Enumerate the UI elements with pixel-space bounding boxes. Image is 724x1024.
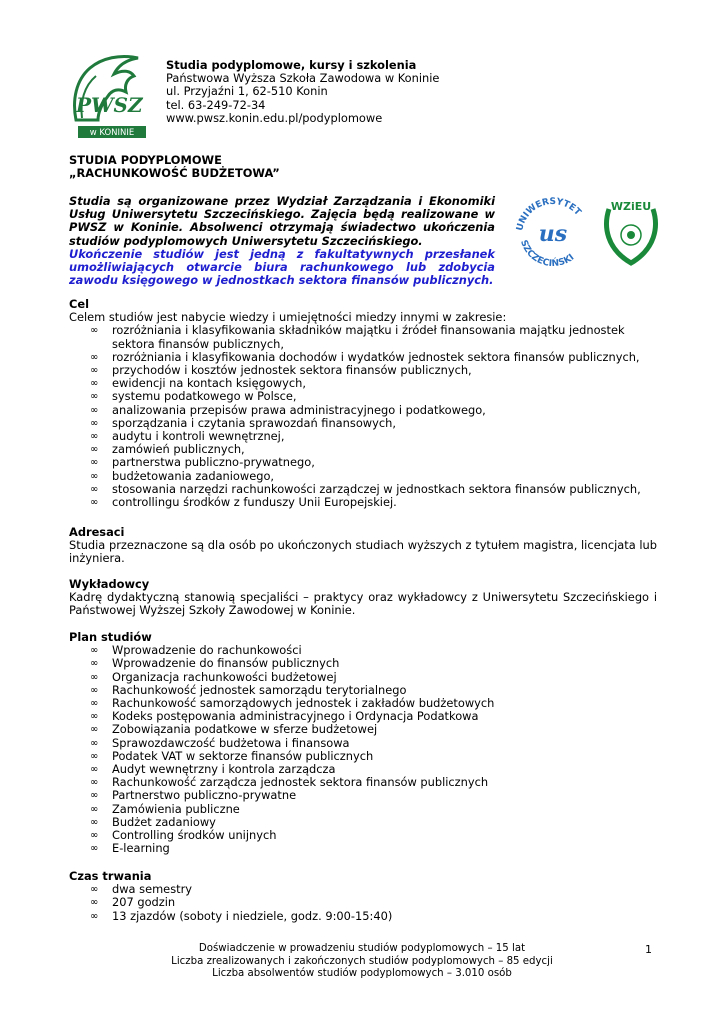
list-item: ∞ Rachunkowość zarządcza jednostek sektora finansów publicznych <box>112 776 657 789</box>
header-title: Studia podyplomowe, kursy i szkolenia <box>166 58 417 72</box>
list-item: ∞ E-learning <box>112 842 657 855</box>
us-text-top: UNIWERSYTET <box>515 197 583 232</box>
document-title <box>69 154 469 180</box>
list-item: ∞ Wprowadzenie do finansów publicznych <box>112 657 657 670</box>
section-czas <box>69 870 657 923</box>
list-item: ∞ stosowania narzędzi rachunkowości zarządczej w jednostkach sektora finansów publicznych, <box>112 483 657 496</box>
list-item: ∞ Audyt wewnętrzny i kontrola zarządcza <box>112 763 657 776</box>
list-item: ∞ budżetowania zadaniowego, <box>112 470 657 483</box>
header-contact <box>166 59 526 125</box>
czas-heading: Czas trwania <box>69 869 152 883</box>
pwsz-logo <box>68 50 152 138</box>
header-phone: tel. 63-249-72-34 <box>166 97 266 112</box>
list-item: ∞ Organizacja rachunkowości budżetowej <box>112 671 657 684</box>
header-address: ul. Przyjaźni 1, 62-510 Konin <box>166 84 328 99</box>
horse-icon <box>68 50 152 138</box>
section-plan <box>69 631 657 855</box>
list-item: ∞ Wprowadzenie do rachunkowości <box>112 644 657 657</box>
list-item: ∞ 13 zjazdów (soboty i niedziele, godz. 9:00-15:40) <box>112 910 657 923</box>
list-item: ∞ Budżet zadaniowy <box>112 816 657 829</box>
list-item: ∞ przychodów i kosztów jednostek sektora finansów publicznych, <box>112 364 657 377</box>
footer-line-3: Liczba absolwentów studiów podyplomowych – 3.010 osób <box>212 968 512 980</box>
footer-line-1: Doświadczenie w prowadzeniu studiów podyplomowych – 15 lat <box>198 943 526 954</box>
intro-highlight: Ukończenie studiów jest jedną z fakultatywnych przesłanek umożliwiających otwarcie biura rachunkowego lub zdobycia zawodu księgowego w jednostkach sektora finansów publicznych. <box>69 246 495 288</box>
wz-text: WZiEU <box>610 200 652 213</box>
list-item: ∞ analizowania przepisów prawa administracyjnego i podatkowego, <box>112 404 657 417</box>
us-logo <box>512 197 594 267</box>
list-item: ∞ Kodeks postępowania administracyjnego i Ordynacja Podatkowa <box>112 710 657 723</box>
list-item: ∞ Rachunkowość jednostek samorządu terytorialnego <box>112 684 657 697</box>
plan-heading: Plan studiów <box>69 630 152 644</box>
list-item: ∞ Sprawozdawczość budżetowa i finansowa <box>112 737 657 750</box>
section-wykladowcy <box>69 578 657 618</box>
university-seal-icon <box>512 197 594 267</box>
list-item: ∞ partnerstwa publiczno-prywatnego, <box>112 456 657 469</box>
cel-intro: Celem studiów jest nabycie wiedzy i umiejętności miedzy innymi w zakresie: <box>69 310 507 325</box>
logo-subtext: w KONINIE <box>89 128 135 138</box>
list-item: ∞ 207 godzin <box>112 896 657 909</box>
list-item: ∞ rozróżniania i klasyfikowania dochodów i wydatków jednostek sektora finansów publicznych, <box>112 351 657 364</box>
list-item: ∞ ewidencji na kontach księgowych, <box>112 377 657 390</box>
list-item: ∞ Zobowiązania podatkowe w sferze budżetowej <box>112 723 657 736</box>
intro-text: Studia są organizowane przez Wydział Zarządzania i Ekonomiki Usług Uniwersytetu Szczecińskiego. Zajęcia będą realizowane w PWSZ w Koninie. Absolwenci otrzymają świadectwo ukończenia studiów podyplomowych Uniwersytetu Szczecińskiego. <box>69 194 495 248</box>
logo-text: PWSZ <box>76 93 143 117</box>
wykladowcy-text: Kadrę dydaktyczną stanowią specjaliści – praktycy oraz wykładowcy z Uniwersytetu Szczecińskiego i Państwowej Wyższej Szkoły Zawodowej w Koninie. <box>69 590 657 618</box>
czas-list <box>69 883 657 923</box>
section-adresaci <box>69 526 657 566</box>
wzieu-emblem-icon <box>601 197 661 267</box>
list-item: ∞ systemu podatkowego w Polsce, <box>112 390 657 403</box>
list-item: ∞ audytu i kontroli wewnętrznej, <box>112 430 657 443</box>
section-cel <box>69 298 657 509</box>
list-item: ∞ Partnerstwo publiczno-prywatne <box>112 789 657 802</box>
adresaci-heading: Adresaci <box>69 525 125 539</box>
title-line-1: STUDIA PODYPLOMOWE <box>69 153 222 167</box>
cel-list <box>69 324 657 509</box>
list-item: ∞ sporządzania i czytania sprawozdań finansowych, <box>112 417 657 430</box>
page-number: 1 <box>645 943 652 956</box>
cel-heading: Cel <box>69 297 89 311</box>
list-item: ∞ Zamówienia publiczne <box>112 803 657 816</box>
footer-line-2: Liczba zrealizowanych i zakończonych studiów podyplomowych – 85 edycji <box>171 955 553 967</box>
list-item: ∞ Podatek VAT w sektorze finansów publicznych <box>112 750 657 763</box>
wzieu-logo <box>601 197 661 267</box>
footer <box>100 943 624 981</box>
adresaci-text: Studia przeznaczone są dla osób po ukończonych studiach wyższych z tytułem magistra, licencjata lub inżyniera. <box>69 538 657 566</box>
list-item: ∞ rozróżniania i klasyfikowania składników majątku i źródeł finansowania majątku jednostek sektora finansów publicznych, <box>112 324 657 350</box>
list-item: ∞ dwa semestry <box>112 883 657 896</box>
list-item: ∞ zamówień publicznych, <box>112 443 657 456</box>
list-item: ∞ controllingu środków z funduszy Unii Europejskiej. <box>112 496 657 509</box>
title-line-2: „RACHUNKOWOŚĆ BUDŻETOWA” <box>69 166 280 181</box>
intro-paragraph <box>69 195 495 287</box>
us-text-bottom: SZCZECIŃSKI <box>518 238 577 267</box>
us-mark: us <box>538 221 568 247</box>
plan-list <box>69 644 657 855</box>
list-item: ∞ Controlling środków unijnych <box>112 829 657 842</box>
header-website[interactable]: www.pwsz.konin.edu.pl/podyplomowe <box>166 110 383 125</box>
wykladowcy-heading: Wykładowcy <box>69 577 150 591</box>
header-institution: Państwowa Wyższa Szkoła Zawodowa w Koninie <box>166 71 440 86</box>
list-item: ∞ Rachunkowość samorządowych jednostek i zakładów budżetowych <box>112 697 657 710</box>
